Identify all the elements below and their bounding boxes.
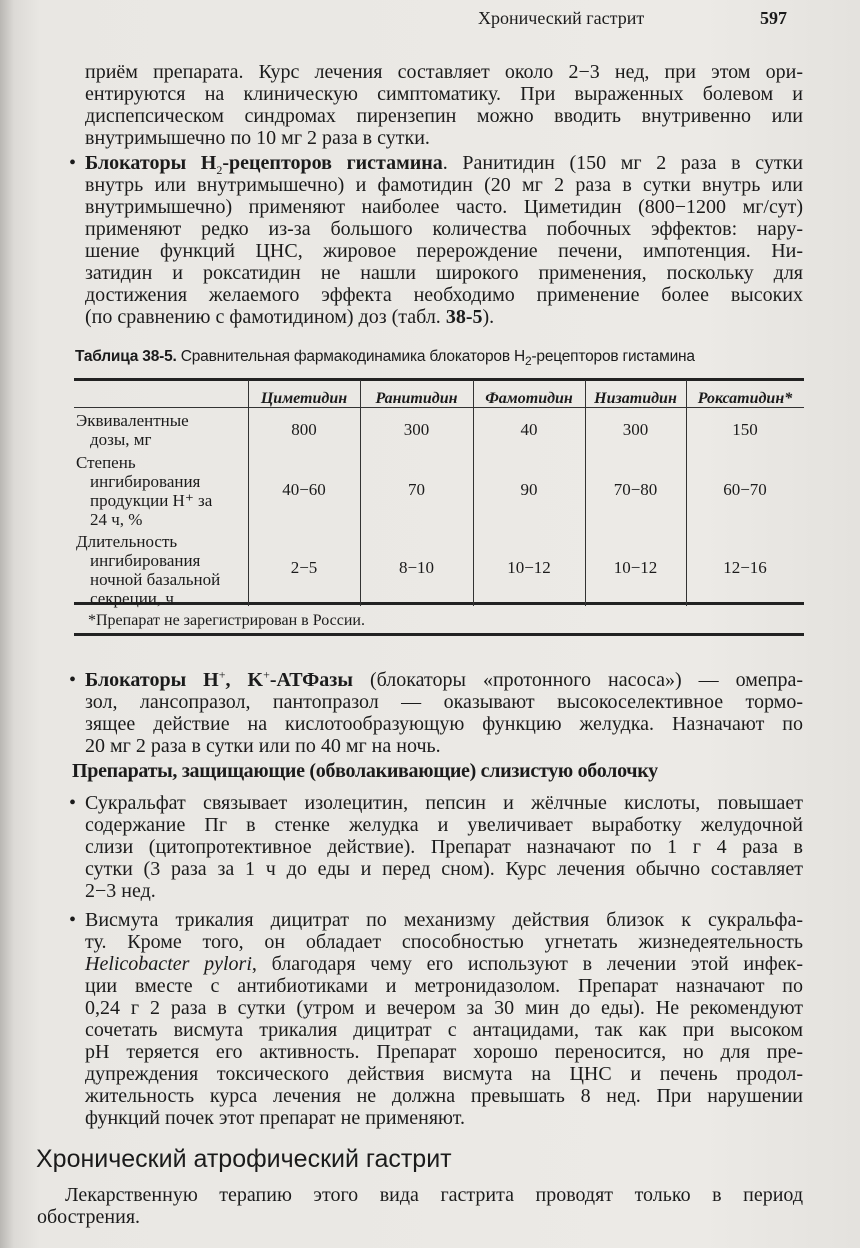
bold-term: , K — [225, 669, 264, 691]
column-header: Фамотидин — [485, 390, 573, 407]
text-line: ту. Кроме того, он обладает способностью угнетать жизнедеятельность — [85, 931, 803, 953]
label-line: Эквивалентные — [76, 411, 189, 430]
text-line: шение функций ЦНС, жировое перерождение печени, импотенция. Ни- — [85, 240, 803, 262]
text-line: достижения желаемого эффекта необходимо применение более высоких — [85, 284, 803, 306]
bullet-ppi — [69, 667, 803, 757]
column-header: Роксатидин* — [697, 390, 793, 407]
table-cell: 10−12 — [613, 558, 658, 577]
bold-term: -АТФазы — [269, 669, 353, 691]
text-line: Лекарственную терапию этого вида гастрита проводят только в период — [65, 1184, 803, 1206]
text-line: жительность курса лечения не должна превышать 8 нед. При нарушении — [85, 1085, 803, 1107]
text-line: 0,24 г 2 раза в сутки (утром и вечером за 30 мин до еды). Не рекомендуют — [85, 997, 803, 1019]
text-line: содержание Пг в стенке желудка и увеличивает выработку желудочной — [85, 814, 803, 836]
text-line: приём препарата. Курс лечения составляет около 2−3 нед, при этом ори- — [85, 61, 803, 83]
text-line: Сукральфат связывает изолецитин, пепсин и жёлчные кислоты, повышает — [85, 792, 803, 814]
text: , благодаря чему его используют в лечении этой инфек- — [251, 953, 803, 975]
text-line: внутрь или внутримышечно) и фамотидин (20 мг 2 раза в сутки внутрь или — [85, 174, 803, 196]
subheading: Препараты, защищающие (обволакивающие) слизистую оболочку — [72, 760, 658, 782]
label-line: Длительность — [76, 532, 178, 551]
label-line: ночной базальной — [90, 570, 221, 589]
superscript: + — [263, 667, 270, 682]
table-cell: 70 — [408, 480, 425, 499]
text-line: зящее действие на кислотообразующую функцию желудка. Назначают по — [85, 713, 803, 735]
text-line: внутримышечно) применяют наиболее часто. Циметидин (800−1200 мг/сут) — [85, 196, 803, 218]
text-line: функций почек этот препарат не применяют. — [85, 1107, 465, 1129]
footnote-rule — [74, 633, 804, 636]
bold-term: Блокаторы H — [85, 152, 217, 174]
text-line: применяют редко из-за большого количества побочных эффектов: нару- — [85, 218, 803, 240]
text-line: Висмута трикалия дицитрат по механизму действия близок к сукральфа- — [85, 909, 803, 931]
text: . Ранитидин (150 мг 2 раза в сутки — [442, 152, 803, 174]
caption-text: Сравнительная фармакодинамика блокаторов H — [176, 348, 525, 365]
bold-term: Блокаторы H — [85, 669, 219, 691]
bullet-sucralfate — [69, 792, 803, 902]
caption-text: -рецепторов гистамина — [531, 348, 695, 365]
table-number: Таблица 38-5. — [75, 348, 177, 365]
text-line: 2−3 нед. — [85, 880, 156, 902]
label-line: дозы, мг — [90, 430, 152, 449]
paragraph-atrophic — [37, 1184, 803, 1228]
label-line: секреции, ч — [90, 589, 174, 608]
label-line: Степень — [76, 453, 136, 472]
text-line: ентируются на клиническую симптоматику. При выраженных болевом и — [85, 83, 803, 105]
italic-term: Helicobacter pylori — [85, 953, 252, 975]
table-cell: 40−60 — [282, 480, 326, 499]
table-caption — [75, 348, 695, 369]
text-line: ции вместе с антибиотиками и метронидазолом. Препарат назначают по — [85, 975, 803, 997]
table-cell: 800 — [291, 420, 317, 439]
table-cell: 40 — [520, 420, 538, 439]
label-line: ингибирования — [90, 472, 201, 491]
row-label — [76, 453, 212, 529]
text-line: сутки (3 раза за 1 ч до еды и перед сном). Курс лечения обычно составляет — [85, 858, 803, 880]
column-header: Циметидин — [260, 390, 348, 407]
table-cell: 150 — [732, 420, 758, 439]
page-number: 597 — [760, 8, 787, 28]
text: ). — [482, 306, 495, 328]
text-line: обострения. — [37, 1206, 141, 1228]
bullet-bismuth — [69, 909, 803, 1129]
label-line: ингибирования — [90, 551, 201, 570]
section-heading: Хронический атрофический гастрит — [36, 1145, 452, 1173]
table-reference: 38-5 — [445, 306, 483, 328]
table-cell: 300 — [622, 420, 649, 439]
text-line: дупреждения токсического действия висмута на ЦНС и печень продол- — [85, 1063, 803, 1085]
row-label — [76, 411, 189, 449]
table-cell: 90 — [520, 480, 538, 499]
bullet-icon: • — [69, 792, 77, 814]
bullet-h2-blockers — [69, 152, 803, 328]
text-line: затидин и роксатидин не нашли широкого применения, поскольку для — [85, 262, 803, 284]
bullet-icon: • — [69, 152, 77, 174]
label-line: продукции H⁺ за — [90, 491, 213, 510]
running-header-title: Хронический гастрит — [478, 8, 645, 28]
bullet-icon: • — [69, 909, 77, 931]
table-cell: 8−10 — [398, 558, 435, 577]
text-line: внутримышечно по 10 мг 2 раза в сутки. — [85, 127, 430, 149]
subscript: 2 — [524, 354, 532, 369]
column-header: Низатидин — [594, 390, 677, 407]
text-line: сочетать висмута трикалия дицитрат с антацидами, так как при высоком — [85, 1019, 803, 1041]
bold-term: -рецепторов гистамина — [222, 152, 443, 174]
row-label — [76, 532, 220, 608]
table-footnote: *Препарат не зарегистрирован в России. — [88, 612, 365, 629]
text: (блокаторы «протонного насоса») — омепра- — [352, 669, 803, 691]
bullet-icon: • — [69, 669, 77, 691]
text-line: диспепсическом синдромах пирензепин можно вводить внутривенно или — [85, 105, 803, 127]
text-line: слизи (цитопротективное действие). Препарат назначают по 1 г 4 раза в — [85, 836, 803, 858]
label-line: 24 ч, % — [90, 510, 143, 529]
table-cell: 10−12 — [507, 558, 551, 577]
table-cell: 12−16 — [723, 558, 767, 577]
table-cell: 60−70 — [723, 480, 767, 499]
table-cell: 70−80 — [613, 480, 658, 499]
paragraph-pirenzepine — [85, 61, 803, 149]
comparison-table — [74, 378, 804, 608]
text-line: 20 мг 2 раза в сутки или по 40 мг на ночь. — [85, 735, 441, 757]
text-line: зол, лансопразол, пантопразол — оказывают высокоселективное тормо- — [85, 691, 803, 713]
text-line: pH теряется его активность. Препарат хорошо переносится, но для пре- — [85, 1041, 803, 1063]
table-cell: 300 — [403, 420, 430, 439]
text: (по сравнению с фамотидином) доз (табл. — [85, 306, 446, 328]
column-header: Ранитидин — [375, 390, 458, 407]
table-top-rule — [74, 378, 804, 381]
superscript: + — [218, 667, 226, 682]
subscript: 2 — [216, 163, 223, 177]
table-cell: 2−5 — [290, 558, 318, 577]
